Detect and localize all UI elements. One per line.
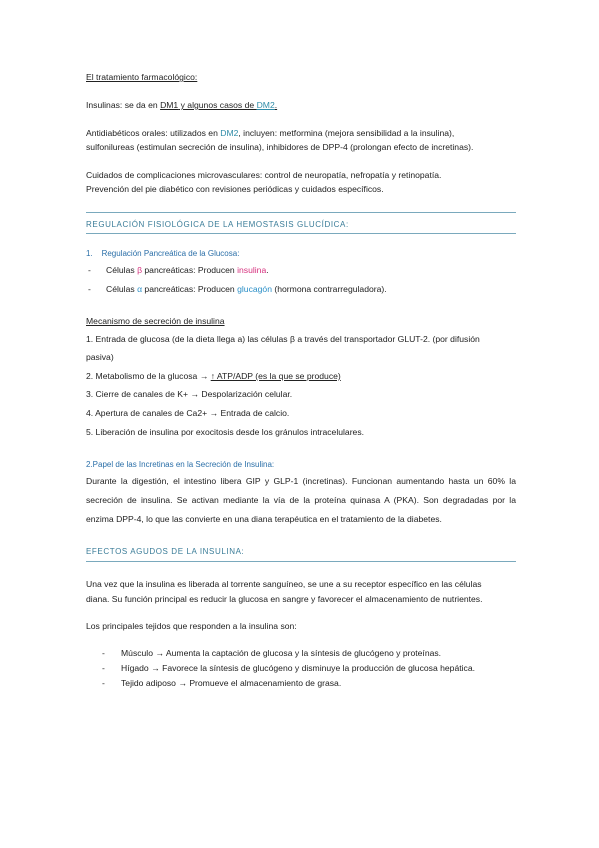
treatment-title: El tratamiento farmacológico: [86, 72, 198, 82]
insulinas-mid: y algunos casos de [178, 100, 257, 110]
alpha-product: glucagón [237, 284, 272, 294]
antidiab-dm2: DM2 [220, 128, 239, 138]
alpha-mid: pancreáticas: Producen [142, 284, 238, 294]
tejido-item-adiposo: Tejido adiposo → Promueve el almacenamiento de grasa. [121, 678, 342, 688]
beta-symbol: β [137, 265, 143, 275]
efectos-heading: EFECTOS AGUDOS DE LA INSULINA: [86, 547, 245, 556]
section-rule-top [86, 212, 516, 213]
subsection-1-label: Regulación Pancreática de la Glucosa: [101, 249, 240, 258]
alpha-symbol: α [137, 284, 143, 294]
antidiab-rest: , incluyen: metformina (mejora sensibilidad a la insulina), [238, 128, 455, 138]
beta-product: insulina [237, 265, 267, 275]
step-4: 4. Apertura de canales de Ca2+ → Entrada de calcio. [86, 408, 290, 418]
tejidos-intro: Los principales tejidos que responden a la insulina son: [86, 621, 297, 631]
cuidados-line-1: Cuidados de complicaciones microvasculares: control de neuropatía, nefropatía y retinopatía. [86, 170, 442, 180]
insulinas-dm2: DM2 [256, 100, 275, 110]
insulinas-end: . [274, 100, 278, 110]
subsection-1-title [86, 248, 239, 259]
tejido-dash-1: - [102, 663, 105, 673]
alpha-dash: - [88, 284, 91, 294]
beta-prefix: Células [106, 265, 138, 275]
step-2-prefix: 2. Metabolismo de la glucosa → [86, 371, 211, 381]
incretinas-line-2: secreción de insulina. Se activan mediante la vía de la proteína quinasa A (PKA). Son degradadas por la [86, 495, 516, 505]
antidiab-prefix: Antidiabéticos orales: utilizados en [86, 128, 221, 138]
beta-end: . [266, 265, 269, 275]
efectos-intro-line-2: diana. Su función principal es reducir la glucosa en sangre y favorecer el almacenamiento de nutrientes. [86, 594, 483, 604]
tejido-dash-0: - [102, 648, 105, 658]
beta-mid: pancreáticas: Producen [142, 265, 238, 275]
incretinas-line-1: Durante la digestión, el intestino libera GIP y GLP-1 (incretinas). Funcionan aumentando hasta un 60% la [86, 476, 516, 486]
tejido-item-musculo: Músculo → Aumenta la captación de glucosa y la síntesis de glucógeno y proteínas. [121, 648, 442, 658]
section-rule-bottom [86, 233, 516, 234]
cuidados-line-2: Prevención del pie diabético con revisiones periódicas y cuidados específicos. [86, 184, 384, 194]
step-2-underlined: ↑ ATP/ADP (es la que se produce) [210, 371, 341, 381]
antidiabeticos-line-2: sulfonilureas (estimulan secreción de insulina), inhibidores de DPP-4 (prolongan efecto de incretinas). [86, 142, 474, 152]
tejido-item-higado: Hígado → Favorece la síntesis de glucógeno y disminuye la producción de glucosa hepática. [121, 663, 475, 673]
beta-dash: - [88, 265, 91, 275]
regulacion-heading: REGULACIÓN FISIOLÓGICA DE LA HEMOSTASIS GLUCÍDICA: [86, 220, 349, 229]
alpha-cells-item [106, 284, 387, 295]
efectos-intro-line-1: Una vez que la insulina es liberada al torrente sanguíneo, se une a su receptor específico en las células [86, 579, 482, 589]
step-5: 5. Liberación de insulina por exocitosis desde los gránulos intracelulares. [86, 427, 365, 437]
alpha-end: (hormona contrarreguladora). [272, 284, 387, 294]
beta-cells-item [106, 265, 269, 276]
insulinas-line [86, 100, 277, 111]
incretinas-line-3: enzima DPP-4, lo que las convierte en una diana terapéutica en el tratamiento de la diabetes. [86, 514, 442, 524]
insulinas-prefix: Insulinas: se da en [86, 100, 161, 110]
step-2 [86, 371, 341, 382]
step-3: 3. Cierre de canales de K+ → Despolarización celular. [86, 389, 293, 399]
step-1-line-2: pasiva) [86, 352, 114, 362]
subsection-1-number: 1. [86, 249, 93, 258]
antidiabeticos-line-1 [86, 128, 454, 139]
insulinas-dm1: DM1 [160, 100, 179, 110]
mecanismo-title: Mecanismo de secreción de insulina [86, 316, 225, 326]
tejido-dash-2: - [102, 678, 105, 688]
step-1-line-1: 1. Entrada de glucosa (de la dieta llega a) las células β a través del transportador GLUT-2. (por difusión [86, 334, 480, 344]
subsection-2-title: 2.Papel de las Incretinas en la Secreción de Insulina: [86, 460, 275, 469]
efectos-rule [86, 561, 516, 562]
alpha-prefix: Células [106, 284, 138, 294]
